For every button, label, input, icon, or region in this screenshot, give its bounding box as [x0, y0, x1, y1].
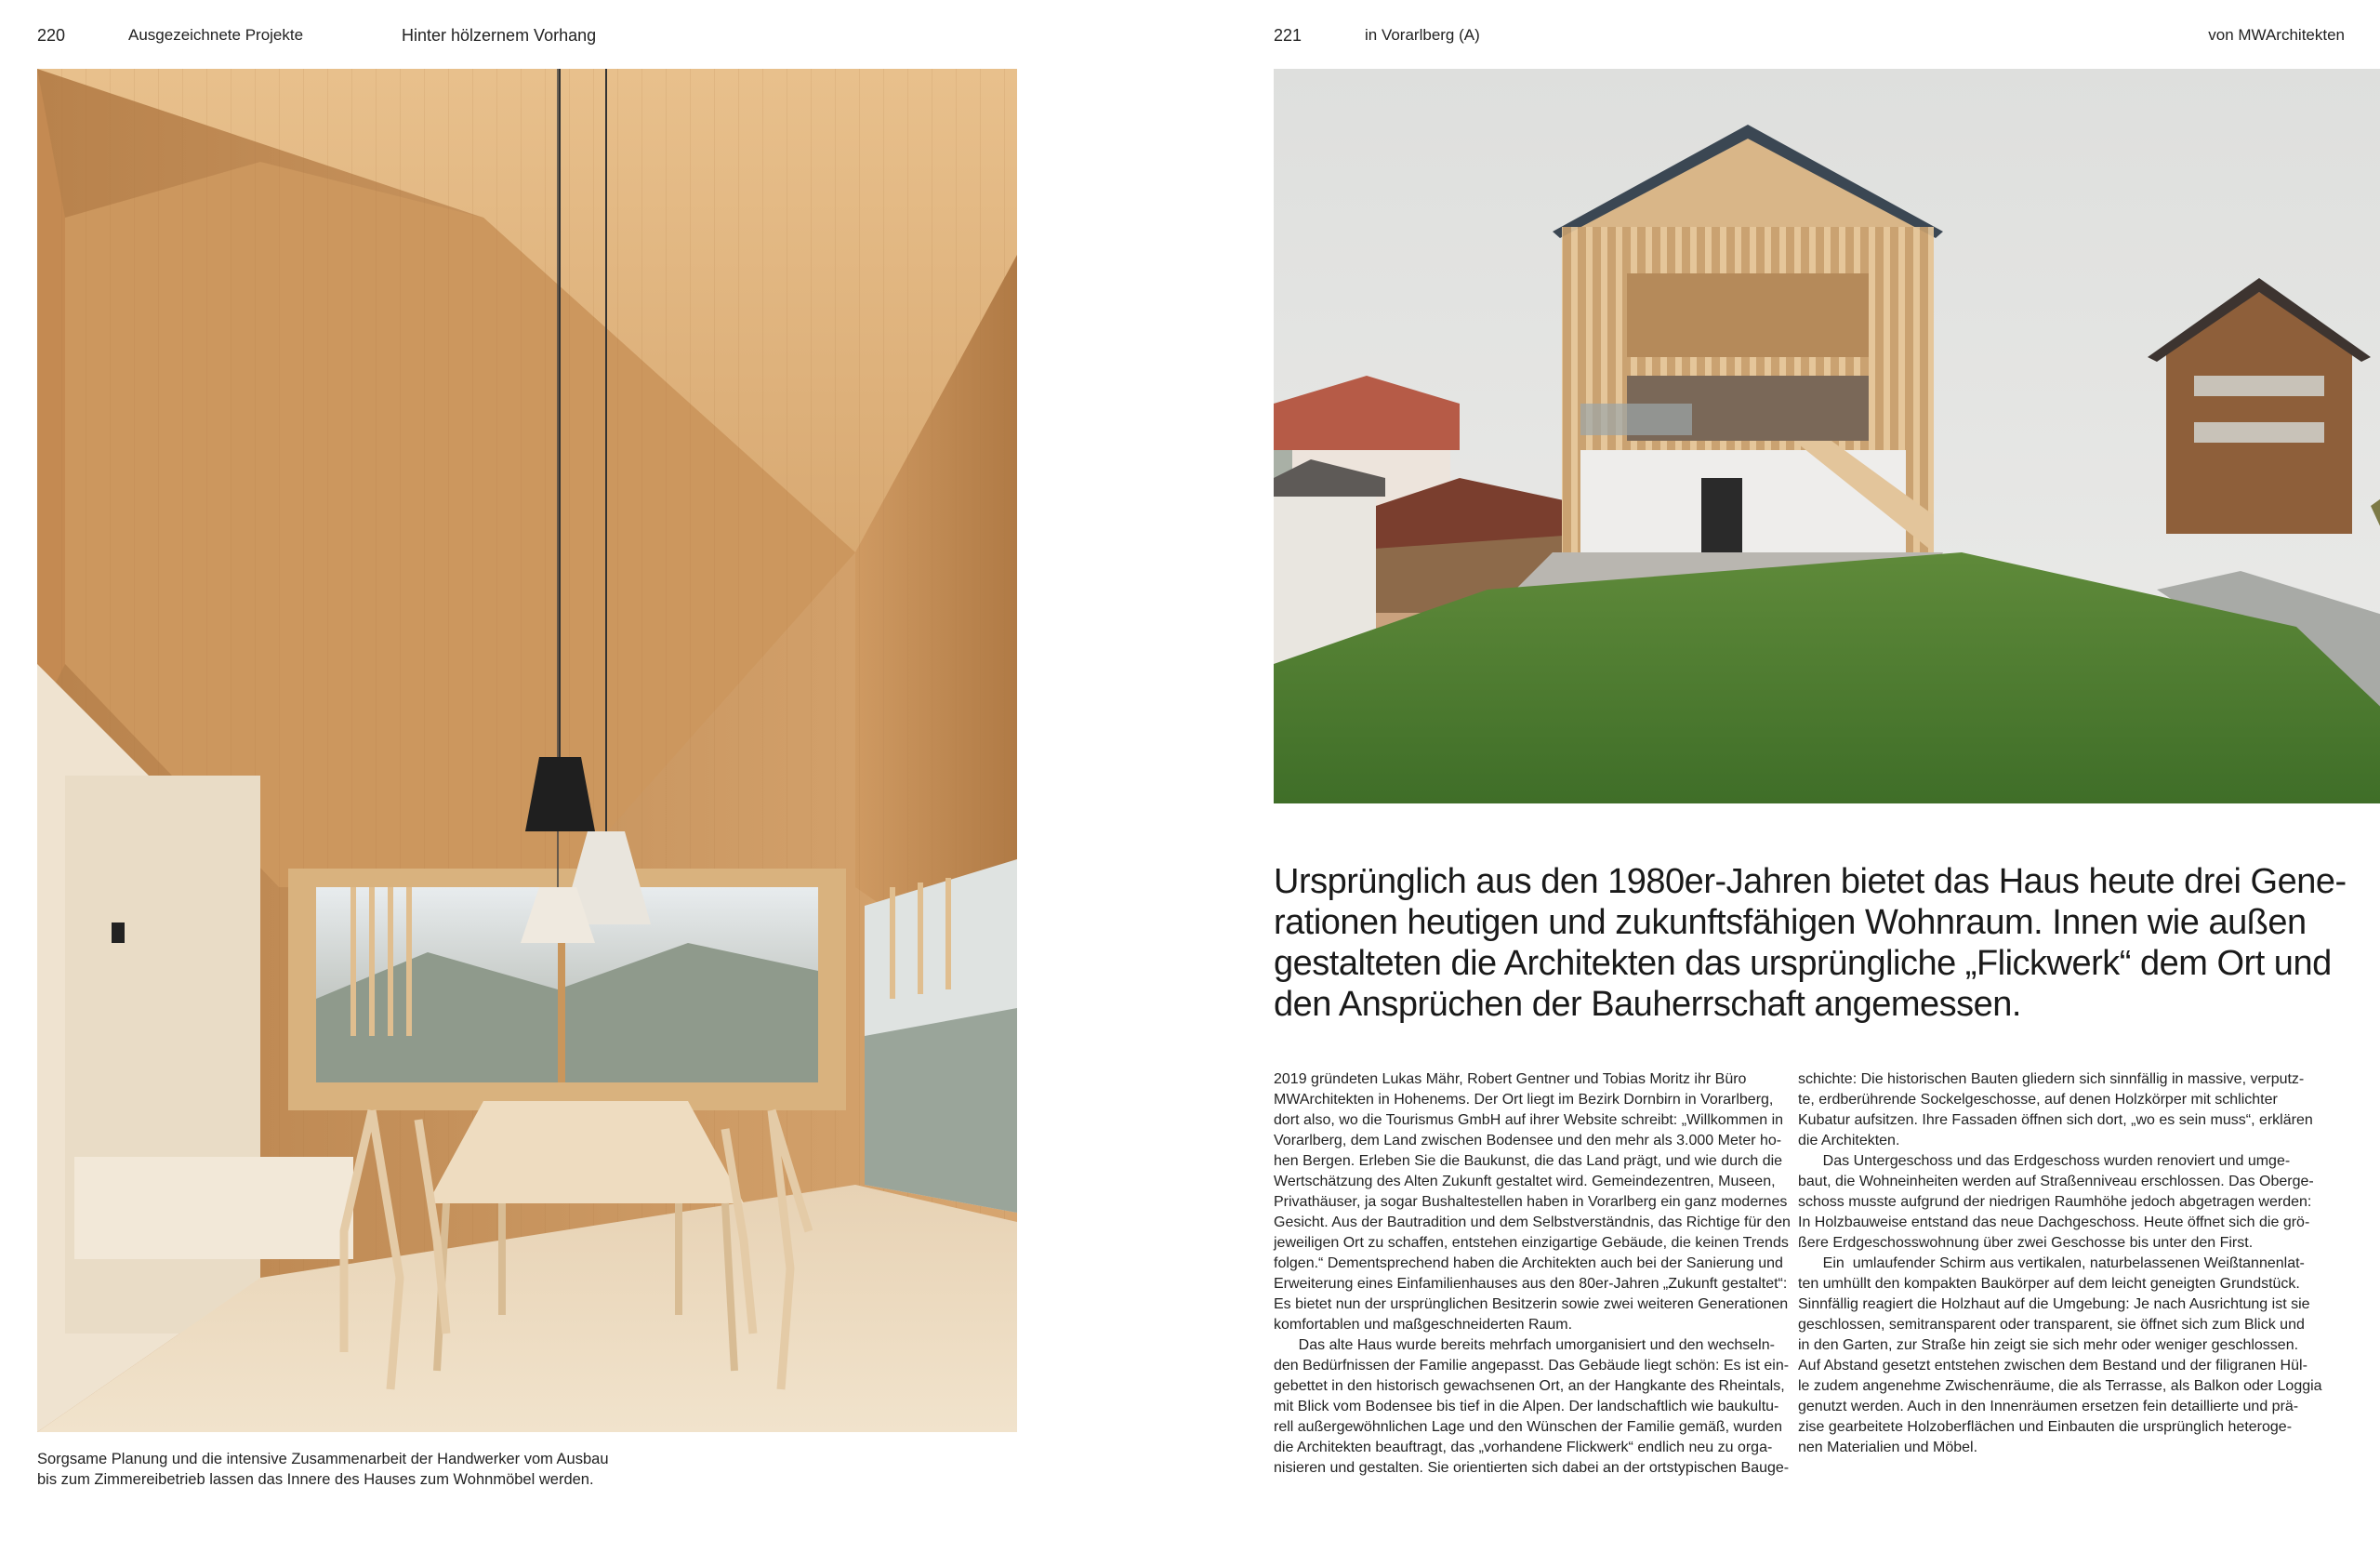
body-line: le zudem angenehme Zwischenräume, die als Terrasse, als Balkon oder Loggia — [1798, 1378, 2322, 1394]
body-line: Vorarlberg, dem Land zwischen Bodensee und den mehr als 3.000 Meter ho- — [1274, 1133, 1782, 1148]
page-number-left: 220 — [37, 26, 66, 45]
exterior-photo — [1274, 69, 2380, 803]
body-line: In Holzbauweise entstand das neue Dachgeschoss. Heute öffnet sich die grö- — [1798, 1215, 2310, 1230]
body-line: genutzt werden. Auch in den Innenräumen ersetzen fein detaillierte und prä- — [1798, 1399, 2299, 1414]
body-line: Gesicht. Aus der Bautradition und dem Selbstverständnis, das Richtige für den — [1274, 1215, 1791, 1230]
lead-line: gestalteten die Architekten das ursprüngliche „Flickwerk“ dem Ort und — [1274, 944, 2332, 983]
body-line: Sinnfällig reagiert die Holzhaut auf die Umgebung: Je nach Ausrichtung ist sie — [1798, 1296, 2310, 1312]
photo-caption — [37, 1449, 1004, 1490]
body-line: nen Materialien und Möbel. — [1798, 1440, 1978, 1455]
body-line: Privathäuser, ja sogar Bushaltestellen haben in Vorarlberg ein ganz modernes — [1274, 1194, 1788, 1210]
section-label: Ausgezeichnete Projekte — [128, 26, 304, 44]
body-line: schoss musste aufgrund der niedrigen Raumhöhe jedoch abgetragen werden: — [1798, 1194, 2312, 1210]
body-column-1 — [1274, 1069, 1794, 1479]
body-line: hen Bergen. Erleben Sie die Baukunst, die das Land prägt, und wie durch die — [1274, 1153, 1783, 1169]
body-line: Erweiterung eines Einfamilienhauses aus den 80er-Jahren „Zukunft gestaltet“: — [1274, 1276, 1788, 1292]
body-line: Das Untergeschoss und das Erdgeschoss wurden renoviert und umge- — [1798, 1153, 2291, 1169]
body-line: die Architekten beauftragt, das „vorhandene Flickwerk“ endlich neu zu orga- — [1274, 1440, 1773, 1455]
architect-label: von MWArchitekten — [2208, 26, 2345, 44]
body-line: schichte: Die historischen Bauten gliedern sich sinnfällig in massive, verputz- — [1798, 1071, 2305, 1087]
body-line: Ein umlaufender Schirm aus vertikalen, naturbelassenen Weißtannenlat- — [1798, 1255, 2305, 1271]
body-line: Es bietet nun der ursprünglichen Besitzerin sowie zwei weiteren Generationen — [1274, 1296, 1789, 1312]
body-line: Auf Abstand gesetzt entstehen zwischen dem Bestand und der filigranen Hül- — [1798, 1358, 2307, 1374]
lead-line: rationen heutigen und zukunftsfähigen Wohnraum. Innen wie außen — [1274, 903, 2307, 942]
body-line: dort also, wo die Tourismus GmbH auf ihrer Website schreibt: „Willkommen in — [1274, 1112, 1784, 1128]
body-line: geschlossen, semitransparent oder transparent, sie öffnet sich zum Blick und — [1798, 1317, 2305, 1333]
body-line: komfortablen und maßgeschneiderten Raum. — [1274, 1317, 1573, 1333]
body-column-2 — [1798, 1069, 2337, 1458]
body-line: Das alte Haus wurde bereits mehrfach umorganisiert und den wechseln- — [1274, 1337, 1775, 1353]
page-number-right: 221 — [1274, 26, 1302, 45]
body-line: MWArchitekten in Hohenems. Der Ort liegt im Bezirk Dornbirn in Vorarlberg, — [1274, 1092, 1774, 1108]
body-line: in den Garten, zur Straße hin zeigt sie sich mehr oder weniger geschlossen. — [1798, 1337, 2299, 1353]
right-page — [1190, 0, 2380, 1553]
interior-illustration — [37, 69, 1017, 1432]
location-label: in Vorarlberg (A) — [1365, 26, 1480, 44]
body-line: Kubatur aufsitzen. Ihre Fassaden öffnen sich dort, „wo es sein muss“, erklären — [1798, 1112, 2313, 1128]
body-line: ten umhüllt den kompakten Baukörper auf dem leicht geneigten Grundstück. — [1798, 1276, 2300, 1292]
article-title: Hinter hölzernem Vorhang — [402, 26, 597, 45]
caption-line: Sorgsame Planung und die intensive Zusammenarbeit der Handwerker vom Ausbau — [37, 1451, 609, 1467]
body-line: 2019 gründeten Lukas Mähr, Robert Gentner und Tobias Moritz ihr Büro — [1274, 1071, 1747, 1087]
body-line: ßere Erdgeschosswohnung über zwei Geschosse bis unter den First. — [1798, 1235, 2254, 1251]
body-line: den Bedürfnissen der Familie angepasst. Das Gebäude liegt schön: Es ist ein- — [1274, 1358, 1790, 1374]
body-line: rell außergewöhnlichen Lage und den Wünschen der Familie gemäß, wurden — [1274, 1419, 1782, 1435]
body-line: te, erdberührende Sockelgeschosse, auf denen Holzkörper mit schlichter — [1798, 1092, 2278, 1108]
caption-line: bis zum Zimmereibetrieb lassen das Innere des Hauses zum Wohnmöbel werden. — [37, 1471, 594, 1488]
interior-photo — [37, 69, 1017, 1432]
body-line: nisieren und gestalten. Sie orientierten sich dabei an der ortstypischen Bauge- — [1274, 1460, 1790, 1476]
body-line: jeweiligen Ort zu schaffen, entstehen einzigartige Gebäude, die keinen Trends — [1274, 1235, 1789, 1251]
body-line: baut, die Wohneinheiten werden auf Straßenniveau erschlossen. Das Oberge- — [1798, 1174, 2314, 1189]
body-line: gebettet in den historisch gewachsenen Ort, an der Hangkante des Rheintals, — [1274, 1378, 1785, 1394]
lead-paragraph — [1274, 861, 2380, 1025]
exterior-illustration — [1274, 69, 2380, 803]
lead-line: den Ansprüchen der Bauherrschaft angemessen. — [1274, 985, 2021, 1024]
body-line: zise gearbeitete Holzoberflächen und Einbauten die ursprünglich heteroge- — [1798, 1419, 2293, 1435]
body-line: folgen.“ Dementsprechend haben die Architekten auch bei der Sanierung und — [1274, 1255, 1783, 1271]
body-line: die Architekten. — [1798, 1133, 1900, 1148]
lead-line: Ursprünglich aus den 1980er-Jahren bietet das Haus heute drei Gene- — [1274, 862, 2347, 901]
body-line: Wertschätzung des Alten Zukunft gestaltet wird. Gemeindezentren, Museen, — [1274, 1174, 1776, 1189]
body-line: mit Blick vom Bodensee bis tief in die Alpen. Der landschaftlich wie baukultu- — [1274, 1399, 1779, 1414]
